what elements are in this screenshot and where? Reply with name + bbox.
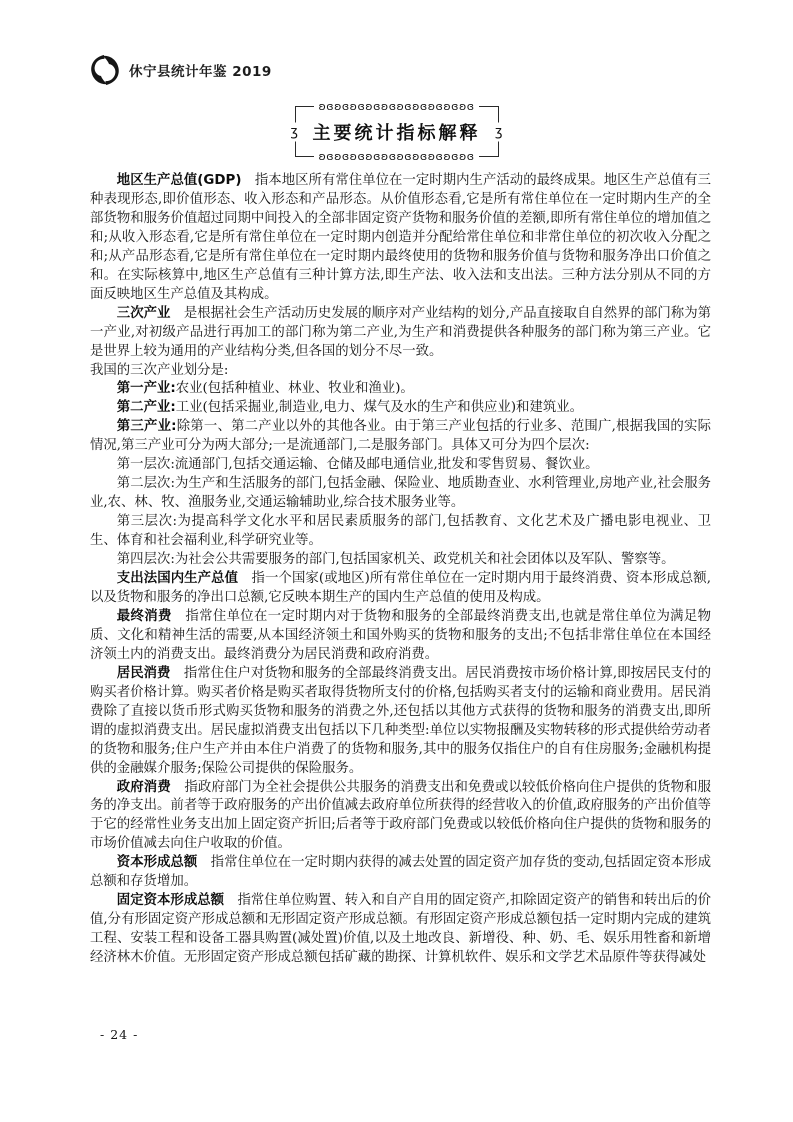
title-ornament-frame [290, 100, 503, 163]
definition-paragraph [90, 513, 711, 551]
definition-paragraph [90, 305, 711, 362]
paragraph-text: 工业(包括采掘业,制造业,电力、煤气及水的生产和供应业)和建筑业。 [175, 400, 584, 416]
paragraph-text: 除第一、第二产业以外的其他各业。由于第三产业包括的行业多、范围广,根据我国的实际情况,第三产业可分为两大部分;一是流通部门,二是服务部门。具体又可分为四个层次: [90, 419, 711, 454]
definition-paragraph [90, 779, 711, 855]
paragraph-text: 指常住单位在一定时期内对于货物和服务的全部最终消费支出,也就是常住单位为满足物质、文化和精神生活的需要,从本国经济领土和国外购买的货物和服务的支出;不包括非常住单位在本国经济领土内的消费支出。最终消费分为居民消费和政府消费。 [90, 608, 712, 662]
page-header [90, 54, 272, 86]
paragraph-text: 第一层次:流通部门,包括交通运输、仓储及邮电通信业,批发和零售贸易、餐饮业。 [116, 457, 599, 473]
ornament-border-top-icon: ʚɞʚɞʚɞʚɞʚɞʚɞʚɞʚɞʚɞʚɞ [296, 101, 498, 112]
paragraph-text: 指常住住户对货物和服务的全部最终消费支出。居民消费按市场价格计算,即按居民支付的购买者价格计算。购买者价格是购买者取得货物所支付的价格,包括购买者支付的运输和商业费用。居民消费除了直接以货币形式购买货物和服务的消费之外,还包括以其他方式获得的货物和服务的消费支出,即所谓的虚拟消费支出。居民虚拟消费支出包括以下几种类型:单位以实物报酬及实物转移的形式提供给劳动者的货物和服务;住户生产并由本住户消费了的货物和服务,其中的服务仅指住户的自有住房服务;金融机构提供的金融媒介服务;保险公司提供的保险服务。 [90, 665, 711, 776]
paragraph-text: 指政府部门为全社会提供公共服务的消费支出和免费或以较低价格向住户提供的货物和服务的净支出。前者等于政府服务的产出价值减去政府单位所获得的经营收入的价值,政府服务的产出价值等于它的经常性业务支出加上固定资产折旧;后者等于政府部门免费或以较低价格向住户提供的货物和服务的市场价值减去向住户收取的价值。 [90, 779, 711, 852]
paragraph-text: 指常住单位在一定时期内获得的减去处置的固定资产加存货的变动,包括固定资本形成总额和存货增加。 [90, 855, 711, 890]
paragraph-text: 是根据社会生产活动历史发展的顺序对产业结构的划分,产品直接取自自然界的部门称为第一产业,对初级产品进行再加工的部门称为第二产业,为生产和消费提供各种服务的部门称为第三产业。它是世界上较为通用的产业结构分类,但各国的划分不尽一致。 [90, 305, 711, 359]
indicator-term: 最终消费 [116, 608, 172, 624]
definition-paragraph [90, 380, 711, 399]
paragraph-text: 第二层次:为生产和生活服务的部门,包括金融、保险业、地质勘查业、水利管理业,房地产业,社会服务业,农、林、牧、渔服务业,交通运输辅助业,综合技术服务业等。 [90, 476, 711, 511]
paragraph-text: 第四层次:为社会公共需要服务的部门,包括国家机关、政党机关和社会团体以及军队、警察等。 [116, 552, 675, 568]
definition-paragraph [90, 551, 711, 570]
indicator-term: 第三产业: [116, 419, 177, 435]
paragraph-text: 第三层次:为提高科学文化水平和居民素质服务的部门,包括教育、文化艺术及广播电影电视业、卫生、体育和社会福利业,科学研究业等。 [90, 514, 711, 549]
yearbook-logo-icon [90, 54, 120, 86]
yearbook-title: 休宁县统计年鉴 2019 [129, 64, 272, 80]
indicator-term: 固定资本形成总额 [116, 893, 225, 909]
ornament-border-bottom-icon: ʚɞʚɞʚɞʚɞʚɞʚɞʚɞʚɞʚɞʚɞ [296, 151, 498, 162]
indicator-term: 资本形成总额 [116, 855, 198, 871]
definition-paragraph [90, 362, 711, 381]
definition-paragraph [90, 665, 711, 779]
paragraph-text: 指本地区所有常住单位在一定时期内生产活动的最终成果。地区生产总值有三种表现形态,即价值形态、收入形态和产品形态。从价值形态看,它是所有常住单位在一定时期内生产的全部货物和服务价值超过同期中间投入的全部非固定资产货物和服务价值的差额,即所有常住单位的增加值之和;从收入形态看,它是所有常住单位在一定时期内创造并分配给常住单位和非常住单位的初次收入分配之和;从产品形态看,它是所有常住单位在一定时期内最终使用的货物和服务价值与货物和服务净出口价值之和。在实际核算中,地区生产总值有三种计算方法,即生产法、收入法和支出法。三种方法分别从不同的方面反映地区生产总值及其构成。 [90, 173, 711, 302]
indicator-term: 支出法国内生产总值 [116, 571, 239, 587]
definition-paragraph [90, 456, 711, 475]
definition-paragraph [90, 854, 711, 892]
definition-paragraph [90, 418, 711, 456]
indicator-term: 第一产业: [116, 381, 176, 397]
indicator-term: 居民消费 [116, 665, 171, 681]
definition-paragraph [90, 172, 711, 305]
indicator-term: 三次产业 [116, 305, 171, 321]
ornament-border-left-icon: ʒ [290, 124, 299, 139]
definition-paragraph [90, 608, 711, 665]
ornament-border-right-icon: ʒ [494, 124, 503, 139]
paragraph-text: 指一个国家(或地区)所有常住单位在一定时期内用于最终消费、资本形成总额,以及货物和服务的净出口总额,它反映本期生产的国内生产总值的使用及构成。 [90, 571, 712, 605]
definition-paragraph [90, 399, 711, 418]
indicator-term: 地区生产总值(GDP) [116, 173, 242, 188]
paragraph-text: 农业(包括种植业、林业、牧业和渔业)。 [175, 381, 414, 397]
definition-paragraph [90, 892, 711, 968]
indicator-term: 第二产业: [116, 400, 176, 416]
paragraph-text: 我国的三次产业划分是: [90, 362, 229, 378]
indicator-term: 政府消费 [116, 779, 171, 795]
paragraph-text: 指常住单位购置、转入和自产自用的固定资产,扣除固定资产的销售和转出后的价值,分有形固定资产形成总额和无形固定资产形成总额。有形固定资产形成总额包括一定时期内完成的建筑工程、安装工程和设备工器具购置(减处置)价值,以及土地改良、新增役、种、奶、毛、娱乐用牲畜和新增经济林木价值。无形固定资产形成总额包括矿藏的勘探、计算机软件、娱乐和文学艺术品原件等获得减处 [90, 893, 711, 966]
definition-paragraph [90, 570, 711, 608]
page-title: 主要统计指标解释 [312, 123, 481, 144]
definition-paragraph [90, 475, 711, 513]
page-number: - 24 - [100, 1027, 139, 1042]
definitions-list [90, 172, 711, 968]
